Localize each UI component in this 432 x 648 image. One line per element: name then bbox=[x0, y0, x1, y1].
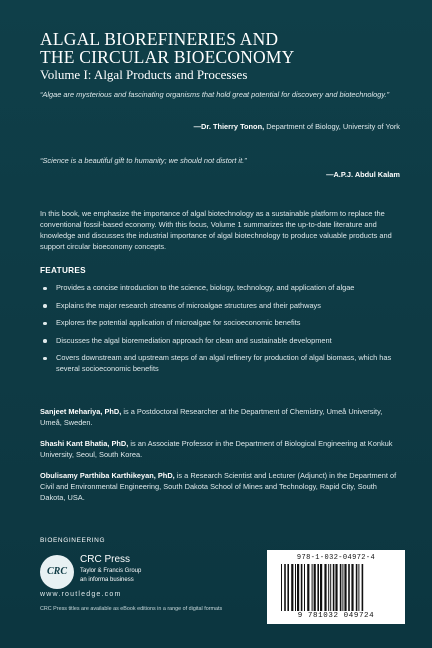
quote-tonon-author: —Dr. Thierry Tonon, bbox=[193, 122, 265, 131]
barcode-bar bbox=[330, 564, 331, 611]
series-label: BIOENGINEERING bbox=[40, 537, 106, 544]
book-subtitle: Volume I: Algal Products and Processes bbox=[40, 67, 248, 82]
quote-kalam: “Science is a beautiful gift to humanity; we should not distort it.” bbox=[40, 156, 247, 165]
author-name: Sanjeet Mehariya, PhD, bbox=[40, 407, 122, 416]
intro-paragraph: In this book, we emphasize the importance of algal biotechnology as a sustainable platform to replace the conventional fossil-based economy. With this focus, Volume 1 summarizes the up-to-date literature and knowledge and discusses the industrial importance of algal biotechnology to produce valuable products and support circular bioeconomy concepts. bbox=[40, 209, 392, 251]
quote-kalam-author: —A.P.J. Abdul Kalam bbox=[326, 170, 400, 179]
crc-badge-icon: CRC bbox=[40, 555, 74, 589]
quote-tonon-affiliation: Department of Biology, University of York bbox=[264, 122, 400, 131]
author-name: Shashi Kant Bhatia, PhD, bbox=[40, 439, 129, 448]
publisher-informa: an informa business bbox=[80, 577, 134, 583]
barcode-bar bbox=[348, 564, 350, 611]
author-description: is a Postdoctoral Researcher at the Department of Chemistry, Umeå University, Umeå, Sweden. bbox=[40, 407, 383, 427]
quote-tonon-attribution bbox=[40, 122, 400, 131]
barcode-bar bbox=[342, 564, 343, 611]
author-bios bbox=[40, 406, 402, 513]
isbn-barcode bbox=[267, 550, 405, 624]
feature-item: Provides a concise introduction to the science, biology, technology, and application of algae bbox=[40, 283, 402, 294]
ean-digits: 9 781032 049724 bbox=[297, 612, 375, 620]
feature-item: Covers downstream and upstream steps of an algal refinery for production of algal biomass, which has several socioeconomic benefits bbox=[40, 353, 402, 374]
barcode-bar bbox=[351, 564, 353, 611]
features-list bbox=[40, 283, 402, 374]
feature-item: Explores the potential application of microalgae for socioeconomic benefits bbox=[40, 318, 402, 329]
features-heading: FEATURES bbox=[40, 266, 86, 275]
barcode-bar bbox=[287, 564, 289, 611]
publisher-group: Taylor & Francis Group bbox=[80, 568, 142, 574]
barcode-bar bbox=[281, 564, 282, 611]
feature-item: Explains the major research streams of microalgae structures and their pathways bbox=[40, 301, 402, 312]
barcode-bar bbox=[320, 564, 322, 611]
barcode-bar bbox=[344, 564, 346, 611]
title-line-1: ALGAL BIOREFINERIES AND bbox=[40, 29, 279, 49]
author-bio-bhatia bbox=[40, 438, 402, 460]
barcode-bar bbox=[317, 564, 319, 611]
barcode-bar bbox=[312, 564, 313, 611]
author-description: is a Research Scientist and Lecturer (Adjunct) in the Department of Civil and Environmental Engineering, South Dakota School of Mines and Technology, Rapid City, South Dakota, USA. bbox=[40, 471, 397, 502]
feature-item: Discusses the algal bioremediation approach for clean and sustainable development bbox=[40, 336, 402, 347]
author-bio-mehariya bbox=[40, 406, 402, 428]
barcode-bar bbox=[297, 564, 299, 611]
ebook-note: CRC Press titles are available as eBook editions in a range of digital formats bbox=[40, 606, 223, 612]
barcode-bar bbox=[328, 564, 329, 611]
barcode-bar bbox=[295, 564, 296, 611]
book-title bbox=[40, 30, 400, 66]
barcode-bar bbox=[291, 564, 293, 611]
quote-tonon: “Algae are mysterious and fascinating organisms that hold great potential for discovery and biotechnology.” bbox=[40, 90, 390, 99]
barcode-bar bbox=[335, 564, 337, 611]
barcode-bar bbox=[340, 564, 342, 611]
barcode-bar bbox=[307, 564, 309, 611]
publisher-name: CRC Press bbox=[80, 554, 131, 565]
author-description: is an Associate Professor in the Department of Biological Engineering at Konkuk University, Seoul, South Korea. bbox=[40, 439, 393, 459]
title-line-2: THE CIRCULAR BIOECONOMY bbox=[40, 47, 295, 67]
author-name: Obulisamy Parthiba Karthikeyan, PhD, bbox=[40, 471, 175, 480]
barcode-bar bbox=[284, 564, 286, 611]
barcode-bar bbox=[362, 564, 364, 611]
barcode-bar bbox=[324, 564, 326, 611]
isbn-number: 978-1-032-04972-4 bbox=[296, 554, 376, 562]
barcode-bar bbox=[358, 564, 359, 611]
barcode-icon bbox=[281, 564, 391, 611]
publisher-url: www.routledge.com bbox=[40, 591, 122, 598]
barcode-bar bbox=[301, 564, 303, 611]
barcode-bar bbox=[314, 564, 316, 611]
barcode-bar bbox=[333, 564, 335, 611]
barcode-bar bbox=[356, 564, 358, 611]
author-bio-karthikeyan bbox=[40, 470, 402, 503]
barcode-bar bbox=[304, 564, 305, 611]
